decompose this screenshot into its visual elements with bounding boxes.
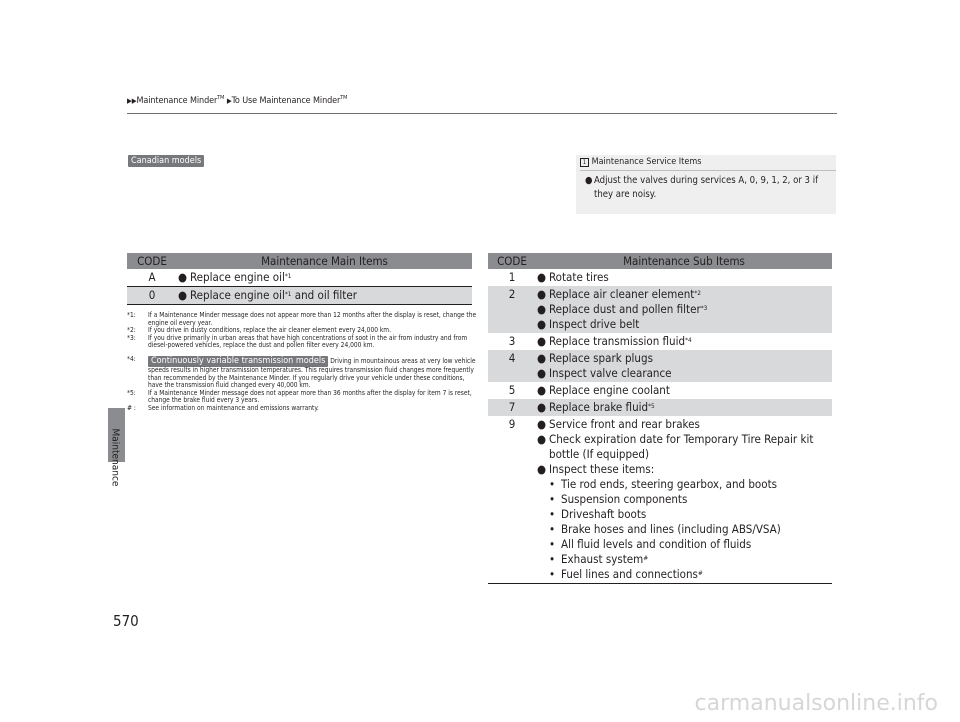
footnote-ref[interactable]: # <box>643 554 649 562</box>
table-row <box>488 399 832 416</box>
bullet-icon: • <box>549 492 556 506</box>
bullet-icon: • <box>549 507 556 521</box>
column-header-code: CODE <box>127 253 177 269</box>
trademark-mark: TM <box>340 95 348 101</box>
footnote <box>127 390 477 405</box>
column-header-code: CODE <box>488 253 536 269</box>
list-item <box>536 492 832 507</box>
footnote-text: Driving in mountainous areas at very low vehicle speeds results in higher transmission temperatures. This requires transmission fluid changes more frequently than recommended by the Maintenance Minder. If you regularly drive your vehicle under these conditions, have the transmission fluid changed every 40,000 km. <box>148 356 476 390</box>
bullet-icon: ● <box>537 351 547 365</box>
footnote-text: See information on maintenance and emissions warranty. <box>148 403 319 412</box>
bullet-icon: ● <box>537 432 547 446</box>
table-row <box>488 286 832 333</box>
list-item <box>536 334 832 349</box>
list-item <box>536 507 832 522</box>
item-text: Replace brake fluid <box>549 400 649 414</box>
double-arrow-icon: ▶▶ <box>127 97 137 105</box>
item-text: Rotate tires <box>549 270 609 284</box>
column-header-sub-items: Maintenance Sub Items <box>536 253 832 269</box>
item-text: Replace transmission fluid <box>549 334 686 348</box>
canadian-models-tag: Canadian models <box>128 155 204 167</box>
table-row <box>488 269 832 286</box>
footnote-key: *1: <box>127 311 136 319</box>
footnote-text: If you drive primarily in urban areas that have high concentrations of soot in the air from industry and from diesel-powered vehicles, replace the dust and pollen filter every 24,000 km. <box>148 333 468 350</box>
item-text: Exhaust system <box>561 552 644 566</box>
bullet-icon: • <box>549 477 556 491</box>
table-row <box>127 287 472 305</box>
footnote-key: *4: <box>127 354 136 363</box>
list-item <box>536 366 832 381</box>
bullet-icon: ● <box>585 175 593 186</box>
bullet-icon: • <box>549 567 556 581</box>
note-divider <box>580 170 836 171</box>
row-code: A <box>127 269 177 287</box>
table-row <box>488 333 832 350</box>
breadcrumb <box>127 95 347 106</box>
footnote-ref[interactable]: *1 <box>284 272 292 280</box>
table-header-row <box>488 253 832 269</box>
item-text: Service front and rear brakes <box>549 417 700 431</box>
row-code: 7 <box>488 399 536 416</box>
table-row <box>127 269 472 287</box>
cvt-models-tag: Continuously variable transmission models <box>148 356 328 367</box>
bullet-icon: ● <box>537 400 547 414</box>
bullet-icon: ● <box>537 287 547 301</box>
breadcrumb-part-2[interactable]: To Use Maintenance Minder <box>231 96 341 106</box>
table-header-row <box>127 253 472 269</box>
footnote <box>127 312 477 327</box>
bullet-icon: ● <box>537 366 547 380</box>
row-code: 1 <box>508 270 516 284</box>
bullet-icon: ● <box>537 462 547 476</box>
table-row <box>488 416 832 584</box>
item-text: Check expiration date for Temporary Tire Repair kit bottle (If equipped) <box>549 432 814 461</box>
list-item <box>536 552 832 567</box>
trademark-mark: TM <box>217 95 225 101</box>
list-item <box>536 400 832 415</box>
reference-icon: 1 <box>580 157 589 166</box>
header-divider <box>127 113 837 114</box>
item-text: Replace engine coolant <box>549 383 670 397</box>
maintenance-main-items-table <box>127 253 472 305</box>
footnote-ref[interactable]: # <box>697 569 703 577</box>
item-text: Replace air cleaner element <box>549 287 695 301</box>
item-text: Driveshaft boots <box>561 507 647 521</box>
inspect-items-list <box>536 477 832 582</box>
bullet-icon: ● <box>537 317 547 331</box>
note-title <box>580 157 701 167</box>
item-text: Brake hoses and lines (including ABS/VSA) <box>561 522 781 536</box>
list-item <box>536 351 832 366</box>
footnote-key: # : <box>127 403 136 412</box>
bullet-icon: ● <box>537 270 547 284</box>
footnote <box>127 356 477 390</box>
list-item <box>536 537 832 552</box>
page-number: 570 <box>113 612 139 630</box>
list-item <box>536 302 832 317</box>
row-code: 2 <box>488 286 536 333</box>
list-item <box>536 270 832 285</box>
row-code: 0 <box>127 287 177 305</box>
row-code: 4 <box>488 350 536 382</box>
bullet-icon: ● <box>537 417 547 431</box>
item-text: Inspect these items: <box>549 462 655 476</box>
footnote-key: *5: <box>127 388 136 397</box>
item-text: Replace engine oil <box>190 270 285 284</box>
item-text: Replace spark plugs <box>549 351 653 365</box>
note-bullet-text: Adjust the valves during services A, 0, 9, 1, 2, or 3 if they are noisy. <box>594 175 819 200</box>
bullet-icon: ● <box>178 270 188 284</box>
item-text: Inspect drive belt <box>549 317 640 331</box>
footnote <box>127 335 477 350</box>
row-code: 5 <box>508 383 516 397</box>
item-text: Replace dust and pollen filter <box>549 302 701 316</box>
footnotes <box>127 312 477 413</box>
bullet-icon: • <box>549 522 556 536</box>
list-item <box>536 287 832 302</box>
list-item <box>536 522 832 537</box>
footnote-ref[interactable]: *1 <box>284 290 292 298</box>
row-code: 3 <box>508 334 516 348</box>
item-text-continued: and oil filter <box>291 288 357 302</box>
footnote-text: If a Maintenance Minder message does not appear more than 12 months after the display is reset, change the engine oil every year. <box>148 311 477 327</box>
footnote-ref[interactable]: *2 <box>694 289 701 297</box>
table-row <box>488 382 832 399</box>
table-row <box>488 350 832 382</box>
arrow-icon: ▶ <box>226 97 232 105</box>
watermark: carmanualsonline.info <box>694 691 938 716</box>
footnote <box>127 405 477 413</box>
note-title-text: Maintenance Service Items <box>591 157 702 167</box>
row-code: 9 <box>508 417 516 431</box>
item-text: Suspension components <box>561 492 688 506</box>
bullet-icon: ● <box>537 334 547 348</box>
note-bullet <box>585 174 833 202</box>
item-text: All fluid levels and condition of fluids <box>561 537 752 551</box>
footnote-ref[interactable]: *4 <box>685 336 692 344</box>
column-header-main-items: Maintenance Main Items <box>177 253 472 269</box>
footnote-ref[interactable]: *5 <box>648 402 655 410</box>
footnote-ref[interactable]: *3 <box>700 304 708 312</box>
bullet-icon: ● <box>178 288 188 302</box>
bullet-icon: • <box>549 537 556 551</box>
footnote-text: If you drive in dusty conditions, replace the air cleaner element every 24,000 km. <box>148 326 391 335</box>
list-item <box>536 317 832 332</box>
bullet-icon: • <box>549 552 556 566</box>
section-label: Maintenance <box>109 428 121 487</box>
maintenance-sub-items-table <box>488 253 832 584</box>
footnote-key: *2: <box>127 326 136 335</box>
item-text: Inspect valve clearance <box>549 366 672 380</box>
item-text: Tie rod ends, steering gearbox, and boots <box>561 477 778 491</box>
list-item <box>536 383 832 398</box>
footnote-text: If a Maintenance Minder message does not appear more than 36 months after the display for item 7 is reset, change the brake fluid every 3 years. <box>148 388 472 405</box>
list-item <box>536 567 832 582</box>
breadcrumb-part-1[interactable]: Maintenance Minder <box>136 96 218 106</box>
item-text: Fuel lines and connections <box>561 567 698 581</box>
list-item <box>536 477 832 492</box>
bullet-icon: ● <box>537 302 547 316</box>
footnote-key: *3: <box>127 333 136 342</box>
bullet-icon: ● <box>537 383 547 397</box>
item-text: Replace engine oil <box>190 288 285 302</box>
